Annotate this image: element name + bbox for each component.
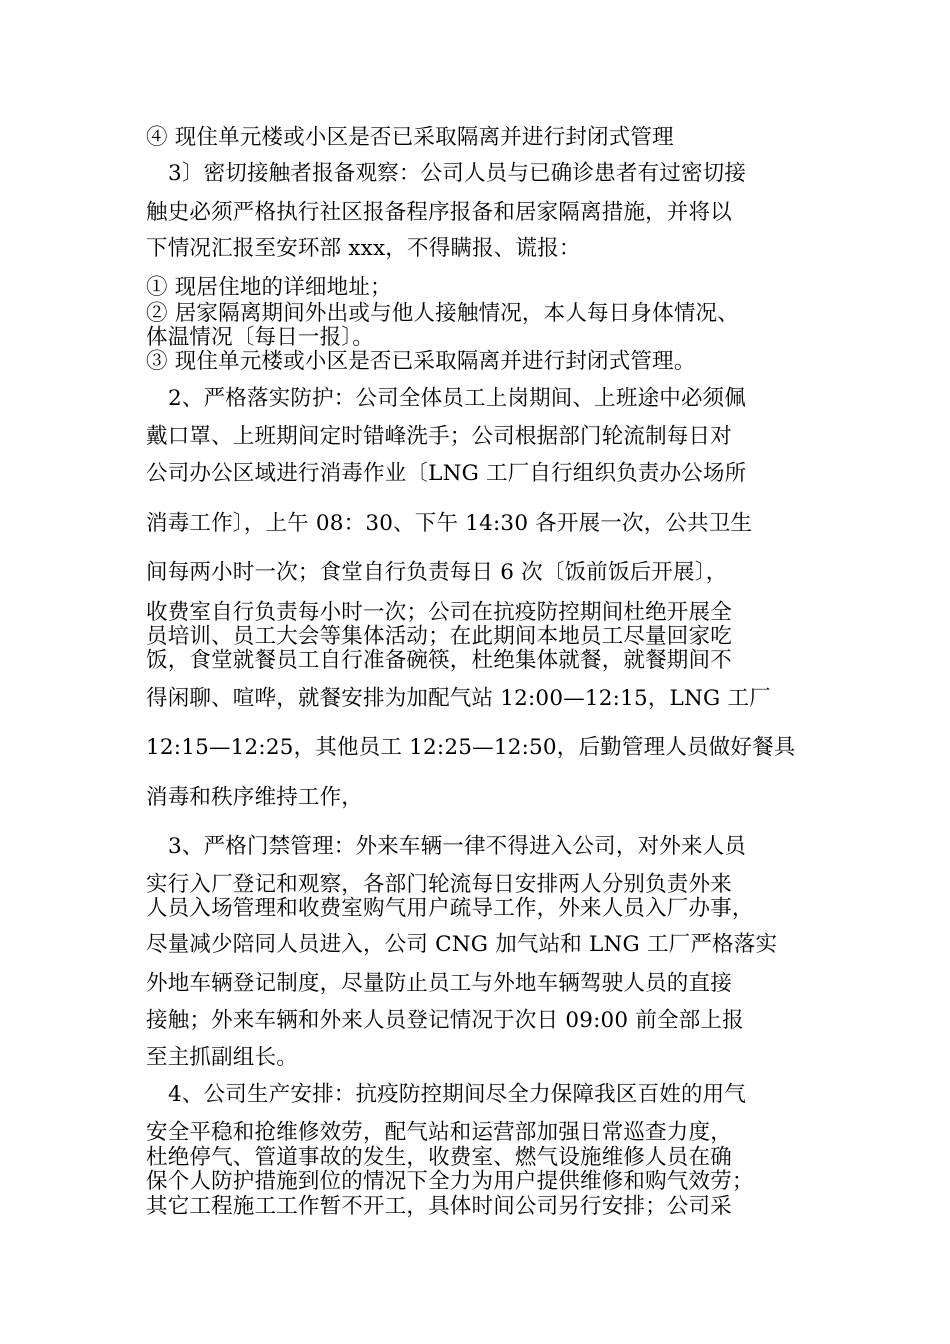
text-line: 其它工程施工工作暂不开工，具体时间公司另行安排；公司采 — [146, 1194, 732, 1219]
text-line: ③ 现住单元楼或小区是否已采取隔离并进行封闭式管理。 — [146, 349, 696, 374]
text-line: 3〕密切接触者报备观察：公司人员与已确诊患者有过密切接 — [168, 161, 747, 186]
text-line: 间每两小时一次；食堂自行负责每日 6 次〔饭前饭后开展〕， — [146, 560, 728, 585]
text-line: 安全平稳和抢维修效劳，配气站和运营部加强日常巡查力度， — [146, 1120, 732, 1145]
text-line: 外地车辆登记制度，尽量防止员工与外地车辆驾驶人员的直接 — [146, 971, 732, 996]
text-line: 尽量减少陪同人员进入，公司 CNG 加气站和 LNG 工厂严格落实 — [146, 932, 778, 957]
text-line: 接触；外来车辆和外来人员登记情况于次日 09:00 前全部上报 — [146, 1008, 744, 1033]
text-line: ① 现居住地的详细地址； — [146, 275, 392, 300]
text-line: ④ 现住单元楼或小区是否已采取隔离并进行封闭式管理 — [146, 125, 674, 150]
text-line: 12:15—12:25，其他员工 12:25—12:50，后勤管理人员做好餐具 — [146, 735, 796, 760]
text-line: 3、严格门禁管理：外来车辆一律不得进入公司，对外来人员 — [168, 834, 747, 859]
text-line: 公司办公区域进行消毒作业〔LNG 工厂自行组织负责办公场所 — [146, 461, 747, 486]
text-line: 人员入场管理和收费室购气用户疏导工作，外来人员入厂办事， — [146, 896, 754, 921]
text-line: ② 居家隔离期间外出或与他人接触情况，本人每日身体情况、 — [146, 301, 739, 326]
text-line: 消毒和秩序维持工作， — [146, 785, 364, 810]
text-line: 4、公司生产安排：抗疫防控期间尽全力保障我区百姓的用气 — [168, 1082, 747, 1107]
text-line: 消毒工作〕，上午 08：30、下午 14:30 各开展一次，公共卫生 — [146, 511, 753, 536]
text-line: 收费室自行负责每小时一次；公司在抗疫防控期间杜绝开展全 — [146, 600, 732, 625]
text-line: 触史必须严格执行社区报备程序报备和居家隔离措施，并将以 — [146, 200, 732, 225]
text-line: 得闲聊、喧哗，就餐安排为加配气站 12:00—12:15，LNG 工厂 — [146, 686, 771, 711]
text-line: 员培训、员工大会等集体活动；在此期间本地员工尽量回家吃 — [146, 624, 732, 649]
text-line: 饭，食堂就餐员工自行准备碗筷，杜绝集体就餐，就餐期间不 — [146, 648, 732, 673]
text-line: 戴口罩、上班期间定时错峰洗手；公司根据部门轮流制每日对 — [146, 424, 732, 449]
text-line: 2、严格落实防护：公司全体员工上岗期间、上班途中必须佩 — [168, 386, 747, 411]
text-line: 保个人防护措施到位的情况下全力为用户提供维修和购气效劳； — [146, 1169, 754, 1194]
text-line: 体温情况〔每日一报〕。 — [146, 325, 374, 350]
text-line: 杜绝停气、管道事故的发生，收费室、燃气设施维修人员在确 — [146, 1145, 732, 1170]
text-line: 下情况汇报至安环部 xxx，不得瞒报、谎报： — [146, 236, 581, 261]
text-line: 实行入厂登记和观察，各部门轮流每日安排两人分别负责外来 — [146, 872, 732, 897]
text-line: 至主抓副组长。 — [146, 1045, 298, 1070]
